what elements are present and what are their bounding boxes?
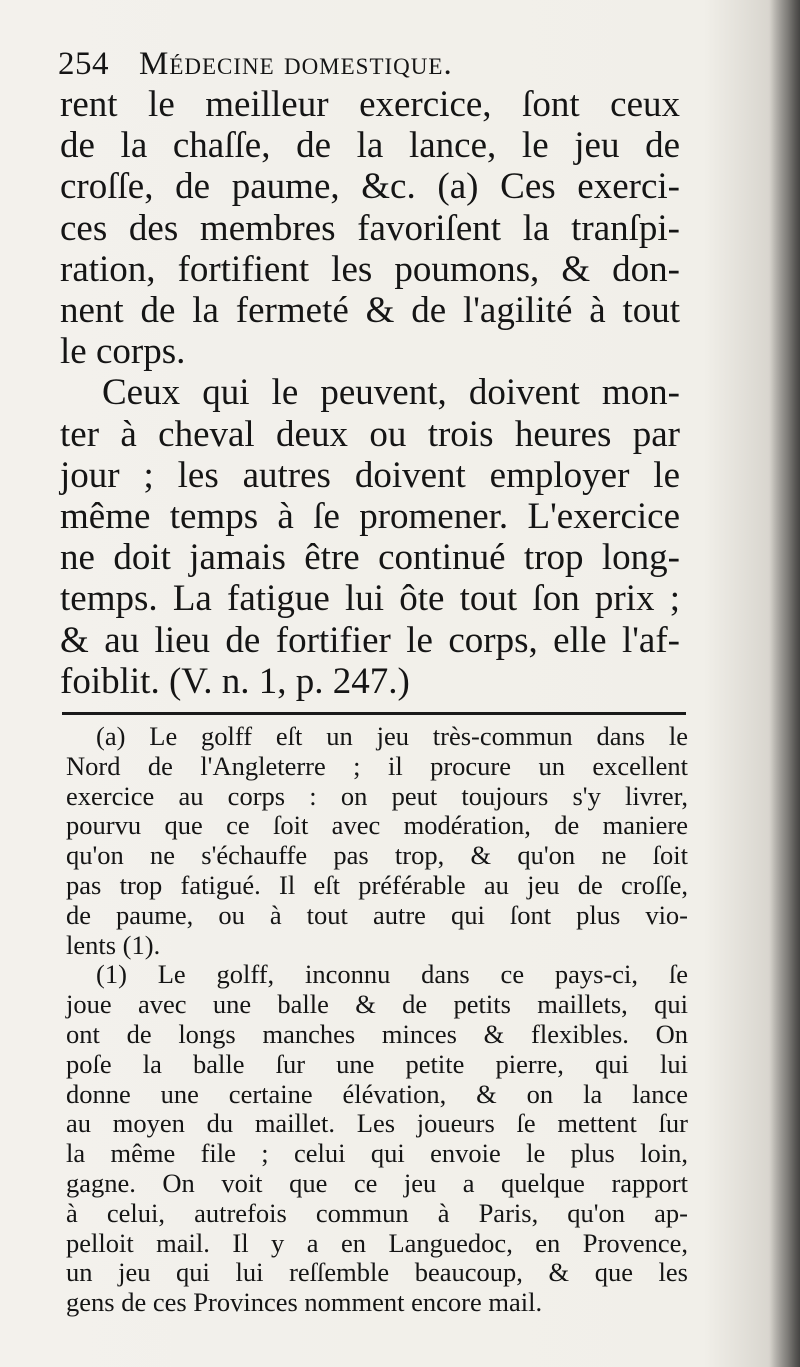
footnote-line: poſe la balle ſur une petite pierre, qui lui [66,1048,688,1079]
main-line: le corps. [60,331,186,373]
footnote-line: (a) Le golff eſt un jeu très-commun dans le [96,721,688,751]
main-line: rent le meilleur exercice, ſont ceux [60,84,680,125]
footnote-line: lents (1). [66,929,161,960]
main-line: de la chaſſe, de la lance, le jeu de [60,125,680,167]
main-line: nent de la fermeté & de l'agilité à tout [60,290,680,332]
footnote-separator [62,712,686,715]
footnote-line: la même file ; celui qui envoie le plus loin, [66,1138,688,1169]
footnote-line: joue avec une balle & de petits maillets, qui [66,989,688,1020]
footnote-line: gens de ces Provinces nomment encore mail. [66,1287,543,1318]
main-line: ter à cheval deux ou trois heures par [60,413,680,455]
running-title: Médecine domestique. [139,46,453,82]
main-line: Ceux qui le peuvent, doivent mon- [102,372,680,414]
footnote-line: pelloit mail. Il y a en Languedoc, en Provence, [66,1227,688,1258]
footnote-line: un jeu qui lui reſſemble beaucoup, & que les [66,1257,688,1288]
main-line: ne doit jamais être continué trop long- [60,537,680,579]
footnote-line: qu'on ne s'échauffe pas trop, & qu'on ne ſoit [66,840,688,871]
main-line: & au lieu de fortifier le corps, elle l'af- [60,619,680,661]
footnote-line: gagne. On voit que ce jeu a quelque rapport [66,1167,688,1198]
main-line: foiblit. (V. n. 1, p. 247.) [60,660,410,702]
footnotes [66,722,688,1318]
main-line: même temps à ſe promener. L'exercice [60,496,680,538]
page-number: 254 [58,46,109,82]
footnote-line: Nord de l'Angleterre ; il procure un excellent [66,750,688,781]
main-line: ration, fortifient les poumons, & don- [60,248,680,290]
running-header [58,44,718,84]
footnote-line: à celui, autrefois commun à Paris, qu'on ap- [66,1197,688,1228]
page-edge-shadow [770,0,800,1367]
footnote-line: ont de longs manches minces & flexibles. On [66,1018,688,1049]
footnote-line: (1) Le golff, inconnu dans ce pays-ci, ſe [96,959,688,990]
footnote-line: au moyen du maillet. Les joueurs ſe mettent ſur [66,1108,688,1139]
main-text [60,84,680,702]
footnote-line: pourvu que ce ſoit avec modération, de maniere [66,810,688,841]
footnote-line: de paume, ou à tout autre qui ſont plus vio- [66,899,688,930]
footnote-line: donne une certaine élévation, & on la lance [66,1078,688,1109]
main-line: temps. La fatigue lui ôte tout ſon prix ; [60,578,680,620]
main-line: ces des membres favoriſent la tranſpi- [60,207,680,249]
footnote-line: exercice au corps : on peut toujours s'y livrer, [66,780,688,811]
main-line: jour ; les autres doivent employer le [60,454,680,496]
main-line: croſſe, de paume, &c. (a) Ces exerci- [60,166,680,208]
footnote-line: pas trop fatigué. Il eſt préférable au jeu de croſſe, [66,869,688,900]
